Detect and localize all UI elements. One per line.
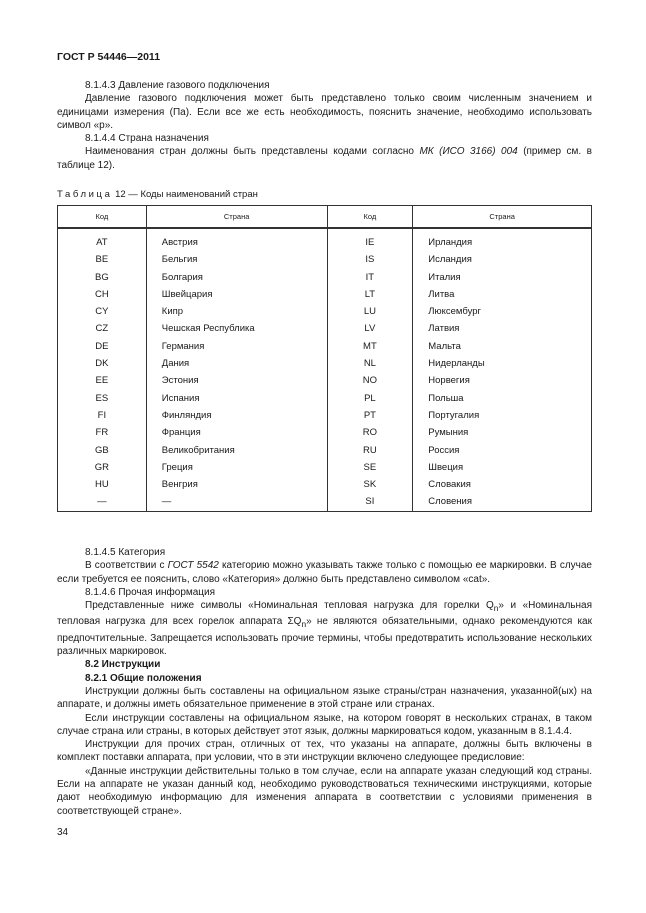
paragraph: Если инструкции составлены на официальном языке, на котором говорят в нескольких странах, в таком случае страна или страны, в которых действует этот язык, должны маркироваться кодом, указанным в 8.1.4.4.	[57, 712, 592, 737]
country-name-cell: —	[146, 493, 327, 511]
country-name-cell: Словения	[413, 493, 592, 511]
country-name-cell: Кипр	[146, 303, 327, 320]
table-row	[58, 459, 592, 476]
country-code-cell: RO	[327, 424, 413, 441]
table-row	[58, 320, 592, 337]
country-code-cell: DK	[58, 355, 147, 372]
country-code-cell: SI	[327, 493, 413, 511]
country-code-cell: FI	[58, 407, 147, 424]
column-header-code: Код	[58, 206, 147, 229]
country-name-cell: Румыния	[413, 424, 592, 441]
country-name-cell: Эстония	[146, 372, 327, 389]
table-row	[58, 234, 592, 251]
country-code-cell: LT	[327, 286, 413, 303]
country-name-cell: Россия	[413, 442, 592, 459]
country-code-cell: PT	[327, 407, 413, 424]
country-code-cell: GB	[58, 442, 147, 459]
paragraph: Инструкции для прочих стран, отличных от тех, что указаны на аппарате, должны быть включены в комплект поставки аппарата, при условии, что в эти инструкции включено следующее предисловие:	[57, 739, 592, 764]
country-code-cell: IS	[327, 251, 413, 268]
country-name-cell: Нидерланды	[413, 355, 592, 372]
text-run: (пример см. в таблице 12).	[57, 146, 592, 171]
country-code-cell: GR	[58, 459, 147, 476]
country-name-cell: Болгария	[146, 269, 327, 286]
section-heading: 8.2 Инструкции	[85, 659, 161, 671]
country-code-cell: BG	[58, 269, 147, 286]
country-name-cell: Австрия	[146, 234, 327, 251]
country-code-cell: HU	[58, 476, 147, 493]
country-code-cell: LV	[327, 320, 413, 337]
country-name-cell: Исландия	[413, 251, 592, 268]
country-codes-table	[57, 205, 592, 512]
table-row	[58, 355, 592, 372]
table-row	[58, 442, 592, 459]
page-number: 34	[57, 827, 69, 838]
country-code-cell: SE	[327, 459, 413, 476]
table-row	[58, 286, 592, 303]
country-name-cell: Люксембург	[413, 303, 592, 320]
standard-reference: МК (ИСО 3166) 004	[419, 146, 518, 158]
country-name-cell: Португалия	[413, 407, 592, 424]
country-name-cell: Польша	[413, 390, 592, 407]
section-heading: 8.1.4.4 Страна назначения	[85, 133, 209, 145]
column-header-country: Страна	[413, 206, 592, 229]
country-name-cell: Бельгия	[146, 251, 327, 268]
country-name-cell: Греция	[146, 459, 327, 476]
country-name-cell: Ирландия	[413, 234, 592, 251]
country-code-cell: IT	[327, 269, 413, 286]
country-name-cell: Чешская Республика	[146, 320, 327, 337]
country-code-cell: PL	[327, 390, 413, 407]
table-row	[58, 493, 592, 511]
section-8-1-4-5	[57, 546, 592, 818]
table-row	[58, 424, 592, 441]
paragraph	[57, 559, 592, 586]
country-name-cell: Венгрия	[146, 476, 327, 493]
paragraph	[57, 145, 592, 172]
country-name-cell: Швеция	[413, 459, 592, 476]
country-code-cell: NO	[327, 372, 413, 389]
country-code-cell: —	[58, 493, 147, 511]
country-name-cell: Дания	[146, 355, 327, 372]
standard-reference: ГОСТ 5542	[167, 560, 219, 572]
section-8-1-4-3	[57, 79, 592, 172]
table-caption	[57, 188, 258, 201]
table-row	[58, 407, 592, 424]
country-name-cell: Финляндия	[146, 407, 327, 424]
country-code-cell: IE	[327, 234, 413, 251]
text-run: категорию можно указывать также только с помощью ее маркировки. В случае если требуется ее пояснить, слово «Категория» должно быть представлено символом «cat».	[57, 560, 592, 585]
country-name-cell: Испания	[146, 390, 327, 407]
country-code-cell: ES	[58, 390, 147, 407]
column-header-code: Код	[327, 206, 413, 229]
subscript: n	[301, 619, 307, 630]
country-name-cell: Литва	[413, 286, 592, 303]
column-header-country: Страна	[146, 206, 327, 229]
country-code-cell: SK	[327, 476, 413, 493]
country-code-cell: MT	[327, 338, 413, 355]
country-code-cell: CY	[58, 303, 147, 320]
country-code-cell: NL	[327, 355, 413, 372]
country-name-cell: Словакия	[413, 476, 592, 493]
country-name-cell: Франция	[146, 424, 327, 441]
paragraph	[57, 599, 592, 658]
text-run: Представленные ниже символы «Номинальная тепловая нагрузка для горелки Q	[85, 600, 494, 612]
section-heading: 8.2.1 Общие положения	[85, 672, 202, 684]
paragraph: Давление газового подключения может быть представлено только своим численным значением и единицами измерения (Па). Если все же есть необходимость, пояснить значение, необходимо использовать символ «p».	[57, 93, 592, 131]
section-heading: 8.1.4.6 Прочая информация	[85, 586, 216, 598]
country-name-cell: Латвия	[413, 320, 592, 337]
caption-label: Таблица	[57, 189, 113, 200]
country-code-cell: BE	[58, 251, 147, 268]
table-header-row	[58, 206, 592, 229]
table-body	[58, 228, 592, 511]
table-row	[58, 251, 592, 268]
paragraph: Инструкции должны быть составлены на официальном языке страны/стран назначения, указанной(ых) на аппарате, и должны иметь обязательное применение в этой стране или странах.	[57, 685, 592, 711]
text-run: В соответствии с	[85, 560, 168, 572]
country-code-cell: RU	[327, 442, 413, 459]
table-row	[58, 303, 592, 320]
text-run: Наименования стран должны быть представлены кодами согласно	[85, 146, 420, 158]
country-code-cell: LU	[327, 303, 413, 320]
country-code-cell: DE	[58, 338, 147, 355]
subscript: n	[493, 603, 499, 614]
caption-text: 12 — Коды наименований стран	[112, 189, 258, 200]
country-code-cell: FR	[58, 424, 147, 441]
country-name-cell: Италия	[413, 269, 592, 286]
table-row	[58, 372, 592, 389]
country-code-cell: CH	[58, 286, 147, 303]
table-row	[58, 476, 592, 493]
country-name-cell: Швейцария	[146, 286, 327, 303]
table-row	[58, 338, 592, 355]
table-row	[58, 390, 592, 407]
paragraph: «Данные инструкции действительны только в том случае, если на аппарате указан следующий код страны. Если на аппарате не указан данный код, необходимо руководствоваться техническими инструкциями, которые дают необходимую информацию для изменения аппарата в соответствии с условиями применения в соответствующей стране».	[57, 765, 592, 817]
country-code-cell: EE	[58, 372, 147, 389]
section-heading: 8.1.4.5 Категория	[85, 547, 166, 558]
document-header: ГОСТ Р 54446—2011	[57, 51, 161, 63]
table-row	[58, 269, 592, 286]
section-heading: 8.1.4.3 Давление газового подключения	[85, 80, 270, 91]
country-code-cell: CZ	[58, 320, 147, 337]
country-name-cell: Германия	[146, 338, 327, 355]
country-code-cell: AT	[58, 234, 147, 251]
text-run: » не являются обязательными, однако рекомендуются как предпочтительные. Запрещается использовать прочие термины, чтобы предотвратить использование нескольких различных маркировок.	[57, 616, 592, 658]
country-name-cell: Норвегия	[413, 372, 592, 389]
text-run: » и «Номинальная тепловая нагрузка для всех горелок аппарата ΣQ	[57, 600, 593, 628]
country-name-cell: Великобритания	[146, 442, 327, 459]
country-name-cell: Мальта	[413, 338, 592, 355]
